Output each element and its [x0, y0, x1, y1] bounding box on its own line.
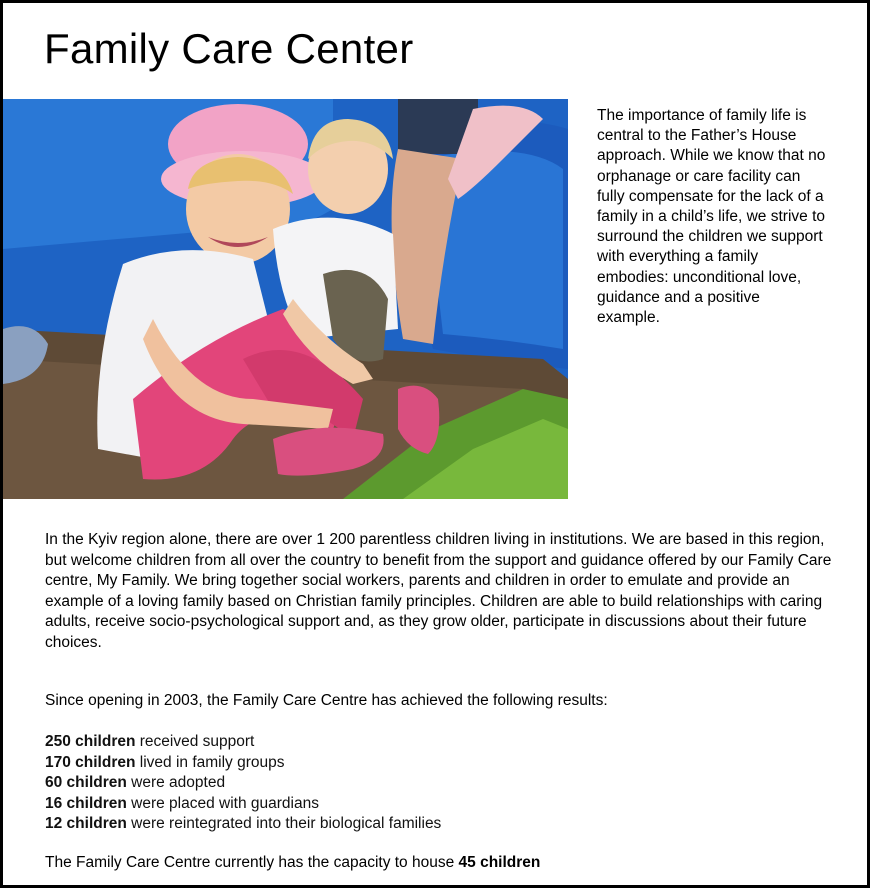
intro-paragraph: In the Kyiv region alone, there are over 1 200 parentless children living in institutions. We are based in this region, but welcome children from all over the country to benefit from the support and guidance offered by our Family Care centre, My Family. We bring together social workers, parents and children in order to emulate and provide an example of a loving family based on Christian family principles. Children are able to build relationships with caring adults, receive socio-psychological support and, as they grow older, participate in discussions about their future choices.	[45, 531, 832, 651]
list-item	[45, 773, 441, 794]
result-text: received support	[135, 733, 255, 750]
results-list	[45, 732, 441, 835]
capacity-paragraph	[45, 853, 845, 874]
result-count: 60 children	[45, 774, 127, 792]
result-text: lived in family groups	[135, 753, 285, 771]
list-item	[45, 753, 441, 774]
list-item	[45, 794, 441, 815]
result-count: 16 children	[45, 794, 127, 812]
side-paragraph: The importance of family life is central to the Father’s House approach. While we know that no orphanage or care facility can fully compensate for the lack of a family in a child’s life, we strive to surround the children we support with everything a family embodies: unconditional love, guidance and a positive example.	[597, 107, 826, 327]
list-item	[45, 814, 441, 835]
children-photo	[3, 99, 568, 499]
results-intro: Since opening in 2003, the Family Care Centre has achieved the following results:	[45, 692, 608, 709]
result-text: were adopted	[126, 774, 226, 792]
children-photo-image	[3, 99, 568, 499]
page-title: Family Care Center	[44, 25, 414, 72]
list-item	[45, 732, 441, 753]
result-text: were reintegrated into their biological families	[126, 815, 442, 833]
result-count: 170 children	[45, 753, 136, 771]
result-text: were placed with guardians	[126, 794, 319, 812]
capacity-count: 45 children	[458, 854, 541, 871]
capacity-text: The Family Care Centre currently has the capacity to house	[45, 854, 459, 871]
result-count: 12 children	[45, 815, 127, 833]
result-count: 250 children	[45, 733, 136, 750]
